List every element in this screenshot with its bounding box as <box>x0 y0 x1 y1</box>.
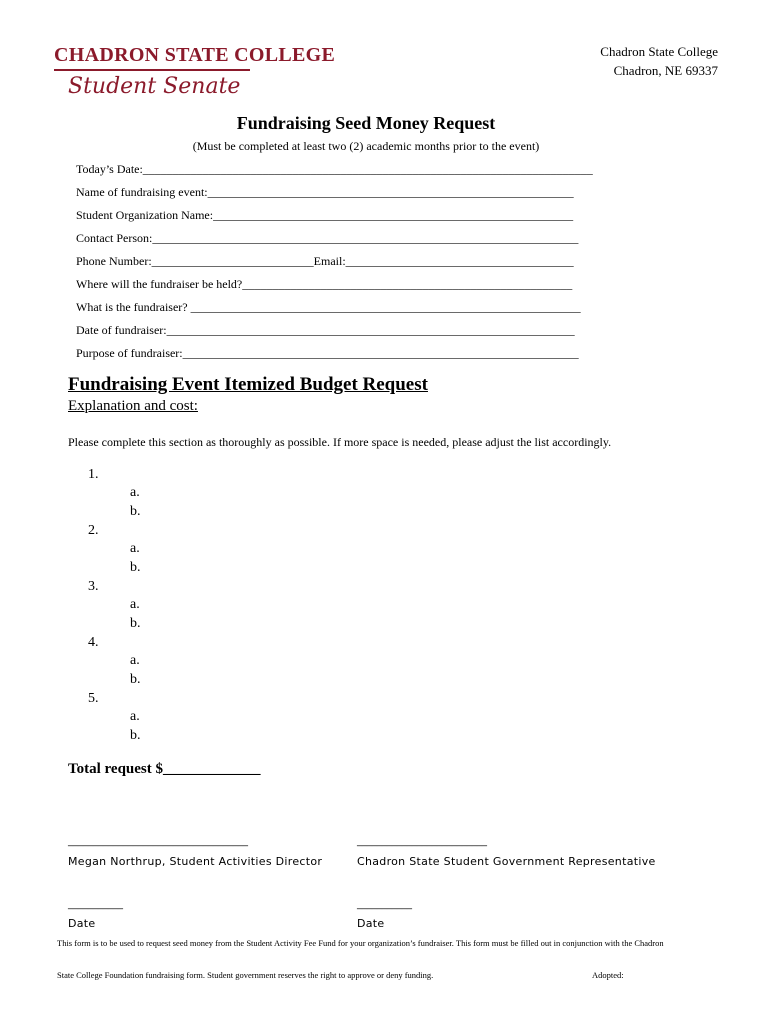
location-field[interactable]: Where will the fundraiser be held?_______________________________________________________ <box>76 277 573 291</box>
fundraiser-date-field[interactable]: Date of fundraiser:____________________________________________________________________ <box>76 323 575 337</box>
representative-signature-line[interactable]: __________________________ <box>357 836 487 847</box>
adopted-label: Adopted: <box>592 970 624 980</box>
budget-heading: Fundraising Event Itemized Budget Request <box>68 374 428 395</box>
student-senate-logo-text: Student Senate <box>68 74 241 99</box>
director-signature-line[interactable]: ____________________________________ <box>68 836 248 847</box>
representative-signature-label: Chadron State Student Government Representative <box>357 855 656 868</box>
address-line-1: Chadron State College <box>600 44 718 59</box>
event-name-field[interactable]: Name of fundraising event:_____________________________________________________________ <box>76 185 574 199</box>
budget-subitem-b[interactable]: b. <box>130 616 141 631</box>
budget-item-number: 3. <box>88 579 99 594</box>
budget-subitem-b[interactable]: b. <box>130 672 141 687</box>
representative-date-line[interactable]: ___________ <box>357 899 412 910</box>
budget-subitem-b[interactable]: b. <box>130 728 141 743</box>
budget-subheading: Explanation and cost: <box>68 398 198 414</box>
footer-note-line-1: This form is to be used to request seed money from the Student Activity Fee Fund for your organization’s fundraiser. This form must be filled out in conjunction with the Chadron <box>57 938 664 948</box>
budget-subitem-a[interactable]: a. <box>130 653 140 668</box>
budget-subitem-a[interactable]: a. <box>130 541 140 556</box>
address-line-2: Chadron, NE 69337 <box>613 63 718 78</box>
organization-name-field[interactable]: Student Organization Name:____________________________________________________________ <box>76 208 574 222</box>
fundraiser-field[interactable]: What is the fundraiser? _________________________________________________________________ <box>76 300 581 314</box>
director-signature-label: Megan Northrup, Student Activities Director <box>68 855 323 868</box>
budget-instructions: Please complete this section as thoroughly as possible. If more space is needed, please adjust the list accordingly. <box>68 435 612 449</box>
budget-subitem-a[interactable]: a. <box>130 485 140 500</box>
director-date-label: Date <box>68 917 96 930</box>
total-request-field[interactable]: Total request $_____________ <box>68 761 261 777</box>
footer-note-line-2: State College Foundation fundraising form. Student government reserves the right to approve or deny funding. <box>57 970 434 980</box>
budget-item-number: 1. <box>88 467 99 482</box>
representative-date-label: Date <box>357 917 385 930</box>
budget-item-number: 5. <box>88 691 99 706</box>
phone-email-field[interactable]: Phone Number:___________________________Email:______________________________________ <box>76 254 574 268</box>
budget-item-number: 4. <box>88 635 99 650</box>
purpose-field[interactable]: Purpose of fundraiser:__________________________________________________________________ <box>76 346 579 360</box>
budget-subitem-a[interactable]: a. <box>130 709 140 724</box>
budget-subitem-b[interactable]: b. <box>130 504 141 519</box>
logo-divider <box>54 69 250 71</box>
budget-item-number: 2. <box>88 523 99 538</box>
budget-subitem-a[interactable]: a. <box>130 597 140 612</box>
contact-person-field[interactable]: Contact Person:_______________________________________________________________________ <box>76 231 579 245</box>
form-subtitle: (Must be completed at least two (2) academic months prior to the event) <box>192 139 540 153</box>
budget-subitem-b[interactable]: b. <box>130 560 141 575</box>
form-title: Fundraising Seed Money Request <box>236 113 496 133</box>
director-date-line[interactable]: ___________ <box>68 899 123 910</box>
college-logo-title: CHADRON STATE COLLEGE <box>54 44 336 66</box>
todays-date-field[interactable]: Today’s Date:___________________________________________________________________________ <box>76 162 593 176</box>
